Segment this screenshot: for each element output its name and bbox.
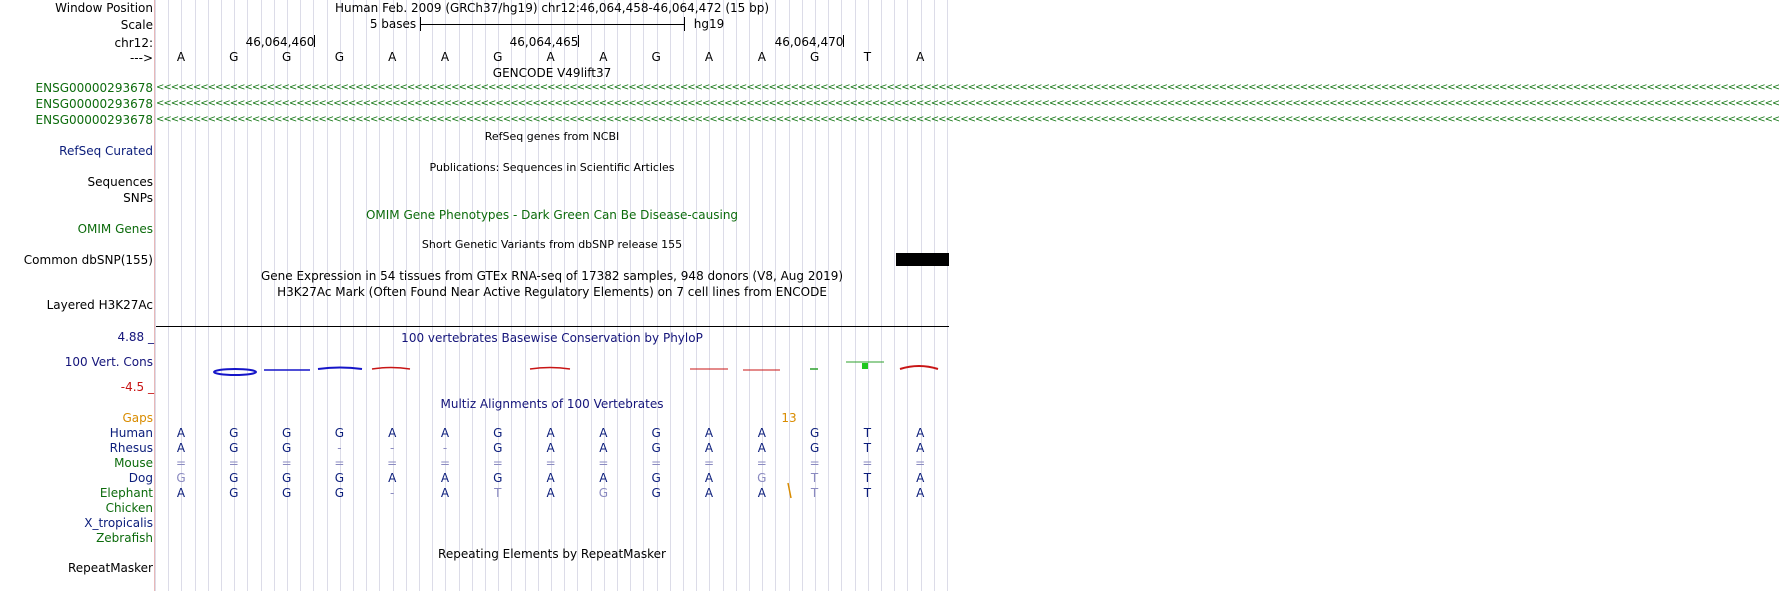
- alignment-base: =: [334, 456, 345, 470]
- alignment-base: G: [809, 426, 820, 440]
- alignment-base: G: [651, 486, 661, 500]
- reference-base: A: [757, 50, 766, 64]
- scale-text: 5 bases: [369, 17, 417, 31]
- refseq-title[interactable]: RefSeq genes from NCBI: [484, 130, 620, 143]
- species-label-elephant[interactable]: Elephant: [99, 486, 153, 500]
- alignment-base: T: [810, 471, 819, 485]
- gap-mark: [788, 483, 791, 498]
- alignment-base: =: [228, 456, 239, 470]
- multiz-title[interactable]: Multiz Alignments of 100 Vertebrates: [440, 397, 664, 411]
- alignment-base: G: [229, 426, 239, 440]
- cons-min-label: -4.5 _: [120, 380, 154, 394]
- species-label-dog[interactable]: Dog: [128, 471, 153, 485]
- dbsnp-label[interactable]: Common dbSNP(155): [23, 253, 153, 267]
- strand-label: --->: [129, 51, 153, 65]
- alignment-base: A: [916, 441, 925, 455]
- alignment-base: =: [862, 456, 873, 470]
- h3k27ac-label[interactable]: Layered H3K27Ac: [46, 298, 153, 312]
- alignment-base: A: [599, 426, 608, 440]
- alignment-base: A: [440, 426, 450, 440]
- omim-label[interactable]: OMIM Genes: [77, 222, 153, 236]
- alignment-base: =: [756, 456, 767, 470]
- alignment-base: -: [337, 441, 342, 455]
- reference-base: G: [493, 50, 503, 64]
- cons-mark: [318, 368, 362, 370]
- alignment-base: A: [757, 426, 766, 440]
- position-label-1: 46,064,460: [245, 35, 315, 49]
- cons-mark: [862, 363, 868, 369]
- sequences-label[interactable]: Sequences: [87, 175, 153, 189]
- cons-mark: [900, 366, 938, 369]
- alignment-base: G: [176, 471, 186, 485]
- alignment-base: G: [281, 426, 292, 440]
- alignment-base: A: [757, 441, 766, 455]
- alignment-base: =: [281, 456, 292, 470]
- alignment-base: G: [598, 486, 609, 500]
- alignment-base: T: [494, 486, 502, 500]
- alignment-base: -: [390, 486, 395, 500]
- position-label-3: 46,064,470: [774, 35, 844, 49]
- alignment-base: T: [863, 486, 872, 500]
- gencode-item-2[interactable]: ENSG00000293678: [35, 97, 153, 111]
- alignment-base: A: [440, 486, 450, 500]
- alignment-base: G: [281, 441, 292, 455]
- alignment-base: A: [916, 486, 925, 500]
- alignment-base: A: [599, 471, 608, 485]
- reference-base: A: [440, 50, 450, 64]
- alignment-base: G: [334, 426, 345, 440]
- position-label-2: 46,064,465: [509, 35, 579, 49]
- h3k27ac-title[interactable]: H3K27Ac Mark (Often Found Near Active Regulatory Elements) on 7 cell lines from ENCODE: [277, 285, 827, 299]
- alignment-base: A: [176, 486, 186, 500]
- alignment-base: A: [599, 441, 608, 455]
- alignment-base: T: [863, 471, 872, 485]
- reference-base: G: [809, 50, 820, 64]
- alignment-base: A: [440, 471, 450, 485]
- snps-label[interactable]: SNPs: [123, 191, 153, 205]
- species-label-zebrafish[interactable]: Zebrafish: [96, 531, 153, 545]
- publications-title[interactable]: Publications: Sequences in Scientific Articles: [429, 161, 675, 174]
- reference-base: G: [281, 50, 292, 64]
- window-position-title: Human Feb. 2009 (GRCh37/hg19) chr12:46,064,458-46,064,472 (15 bp): [334, 1, 770, 15]
- alignment-base: A: [704, 486, 714, 500]
- gencode-gene-arrows-2[interactable]: <<<<<<<<<<<<<<<<<<<<<<<<<<<<<<<<<<<<<<<<<<<<<<<<<<<<<<<<<<<<<<<<<<<<<<<<<<<<<<<<<<<<<<<<<<<<<<<<<<<<<<<<<<<<<<<<<<<<<<<<<<<<<<<<<<<<<<<<<<<<<<<<<<<<<<<<<<<<<<<<<<<<<<<<<<<<<<<<<<<<<<<<<<<<<<<<<<<<<<<<<<<<<<<<<<<<<<<<<<<<: [156, 98, 1779, 109]
- gencode-gene-arrows-3[interactable]: <<<<<<<<<<<<<<<<<<<<<<<<<<<<<<<<<<<<<<<<<<<<<<<<<<<<<<<<<<<<<<<<<<<<<<<<<<<<<<<<<<<<<<<<<<<<<<<<<<<<<<<<<<<<<<<<<<<<<<<<<<<<<<<<<<<<<<<<<<<<<<<<<<<<<<<<<<<<<<<<<<<<<<<<<<<<<<<<<<<<<<<<<<<<<<<<<<<<<<<<<<<<<<<<<<<<<<<<<<<<: [156, 114, 1779, 125]
- alignment-base: G: [334, 471, 345, 485]
- alignment-base: G: [281, 471, 292, 485]
- alignment-base: =: [598, 456, 609, 470]
- reference-base: G: [334, 50, 345, 64]
- alignment-base: G: [334, 486, 345, 500]
- dbsnp-title[interactable]: Short Genetic Variants from dbSNP release 155: [421, 238, 683, 251]
- cons-max-label: 4.88 _: [117, 330, 154, 344]
- alignment-base: A: [546, 426, 555, 440]
- chrom-label: chr12:: [114, 36, 153, 50]
- reference-base: A: [388, 50, 397, 64]
- alignment-base: G: [493, 426, 503, 440]
- reference-base: A: [176, 50, 186, 64]
- alignment-base: A: [388, 471, 397, 485]
- alignment-base: A: [916, 426, 925, 440]
- alignment-base: G: [229, 471, 239, 485]
- alignment-base: G: [229, 441, 239, 455]
- cons-mark: [530, 368, 570, 370]
- alignment-base: A: [546, 441, 555, 455]
- alignment-base: =: [915, 456, 926, 470]
- species-label-mouse[interactable]: Mouse: [114, 456, 153, 470]
- alignment-base: G: [757, 471, 767, 485]
- species-label-x_tropicalis[interactable]: X_tropicalis: [84, 516, 153, 530]
- alignment-base: -: [442, 441, 448, 455]
- refseq-label[interactable]: RefSeq Curated: [59, 144, 153, 158]
- alignment-base: G: [281, 486, 292, 500]
- alignment-base: G: [493, 441, 503, 455]
- alignment-base: G: [493, 471, 503, 485]
- alignment-base: T: [863, 426, 872, 440]
- gaps-label[interactable]: Gaps: [122, 411, 153, 425]
- alignment-base: A: [704, 441, 714, 455]
- cons-mark: [214, 369, 256, 375]
- alignment-base: =: [809, 456, 820, 470]
- species-label-rhesus[interactable]: Rhesus: [109, 441, 153, 455]
- alignment-base: =: [492, 456, 503, 470]
- alignment-base: G: [809, 441, 820, 455]
- alignment-base: =: [703, 456, 715, 470]
- gap-count: 13: [781, 411, 797, 425]
- alignment-base: G: [229, 486, 239, 500]
- alignment-base: =: [439, 456, 451, 470]
- scale-label: Scale: [120, 18, 153, 32]
- alignment-base: A: [546, 486, 555, 500]
- alignment-base: =: [175, 456, 187, 470]
- alignment-base: =: [387, 456, 398, 470]
- alignment-base: A: [704, 471, 714, 485]
- alignment-base: A: [916, 471, 925, 485]
- alignment-base: G: [651, 471, 661, 485]
- repeat-title[interactable]: Repeating Elements by RepeatMasker: [438, 547, 666, 561]
- gencode-item-3[interactable]: ENSG00000293678: [35, 113, 153, 127]
- species-label-human[interactable]: Human: [109, 426, 153, 440]
- alignment-base: -: [390, 441, 395, 455]
- cons-mark: [372, 368, 410, 370]
- alignment-base: A: [388, 426, 397, 440]
- alignment-base: T: [810, 486, 819, 500]
- omim-title[interactable]: OMIM Gene Phenotypes - Dark Green Can Be Disease-causing: [365, 208, 739, 222]
- alignment-base: T: [863, 441, 872, 455]
- reference-base: G: [651, 50, 661, 64]
- cons-label[interactable]: 100 Vert. Cons: [64, 355, 153, 369]
- alignment-base: G: [651, 441, 661, 455]
- alignment-base: A: [704, 426, 714, 440]
- species-label-chicken[interactable]: Chicken: [105, 501, 153, 515]
- reference-base: T: [863, 50, 872, 64]
- reference-base: A: [916, 50, 925, 64]
- reference-base: A: [546, 50, 555, 64]
- gencode-title[interactable]: GENCODE V49lift37: [492, 66, 612, 80]
- alignment-base: =: [651, 456, 662, 470]
- assembly-label: hg19: [693, 17, 725, 31]
- gencode-item-1[interactable]: ENSG00000293678: [35, 81, 153, 95]
- reference-base: A: [704, 50, 714, 64]
- reference-base: A: [599, 50, 608, 64]
- alignment-base: A: [546, 471, 555, 485]
- window-position-label: Window Position: [55, 1, 153, 15]
- alignment-base: A: [176, 441, 186, 455]
- gtex-title[interactable]: Gene Expression in 54 tissues from GTEx RNA-seq of 17382 samples, 948 donors (V8, Aug 2019): [260, 269, 844, 283]
- reference-base: G: [229, 50, 239, 64]
- alignment-base: A: [757, 486, 766, 500]
- repeat-label[interactable]: RepeatMasker: [67, 561, 153, 575]
- alignment-base: A: [176, 426, 186, 440]
- alignment-base: =: [545, 456, 556, 470]
- alignment-base: G: [651, 426, 661, 440]
- cons-title[interactable]: 100 vertebrates Basewise Conservation by PhyloP: [401, 331, 703, 345]
- gencode-gene-arrows-1[interactable]: <<<<<<<<<<<<<<<<<<<<<<<<<<<<<<<<<<<<<<<<<<<<<<<<<<<<<<<<<<<<<<<<<<<<<<<<<<<<<<<<<<<<<<<<<<<<<<<<<<<<<<<<<<<<<<<<<<<<<<<<<<<<<<<<<<<<<<<<<<<<<<<<<<<<<<<<<<<<<<<<<<<<<<<<<<<<<<<<<<<<<<<<<<<<<<<<<<<<<<<<<<<<<<<<<<<<<<<<<<<<: [156, 82, 1779, 93]
